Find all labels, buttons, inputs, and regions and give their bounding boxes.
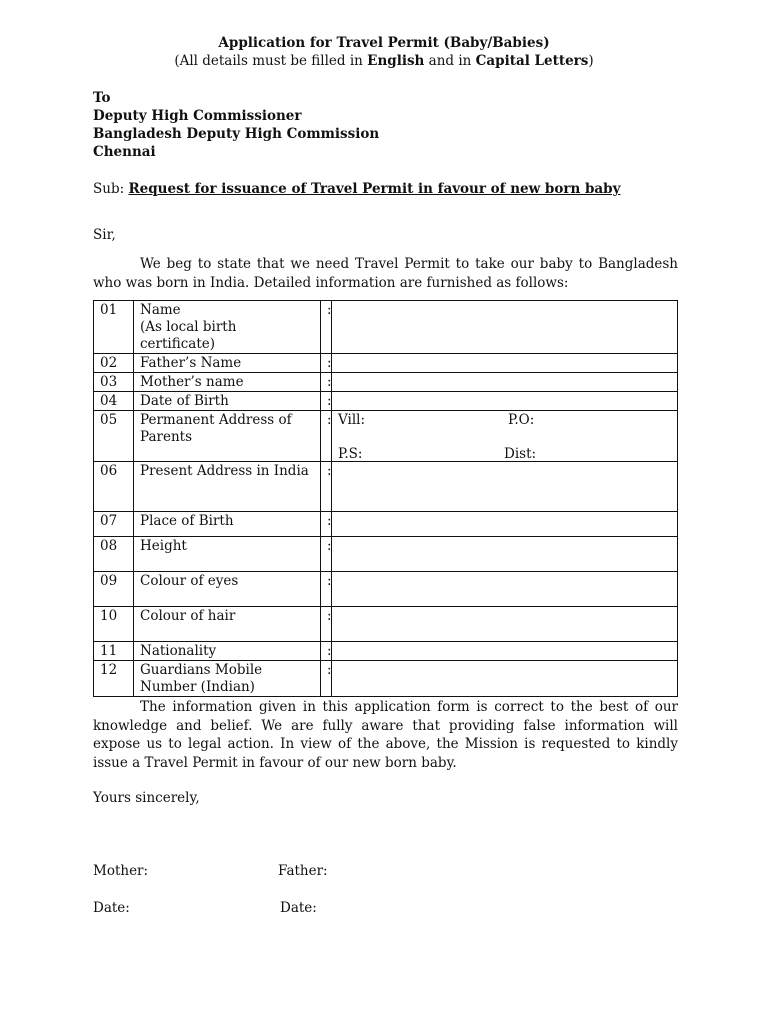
subject-prefix: Sub: bbox=[93, 181, 129, 197]
row-number: 06 bbox=[94, 462, 134, 512]
row-colon: : bbox=[321, 537, 332, 572]
colour-of-eyes-value-field[interactable] bbox=[332, 572, 678, 607]
present-address-value-field[interactable] bbox=[332, 462, 678, 512]
row-label bbox=[134, 301, 321, 354]
note-prefix: (All details must be filled in bbox=[174, 53, 368, 69]
mother-signature-label: Mother: bbox=[93, 863, 149, 879]
place-of-birth-value-field[interactable] bbox=[332, 512, 678, 537]
row-colon: : bbox=[321, 373, 332, 392]
row-number: 08 bbox=[94, 537, 134, 572]
row-number: 01 bbox=[94, 301, 134, 354]
father-signature-label: Father: bbox=[278, 863, 328, 879]
intro-paragraph: We beg to state that we need Travel Permit to take our baby to Bangladesh who was born in India. Detailed information are furnished as follows: bbox=[93, 256, 678, 291]
height-value-field[interactable] bbox=[332, 537, 678, 572]
row-colon: : bbox=[321, 411, 332, 462]
table-row bbox=[94, 354, 678, 373]
vill-label: Vill: bbox=[338, 412, 366, 428]
row-colon: : bbox=[321, 392, 332, 411]
row-label: Height bbox=[134, 537, 321, 572]
row-label: Nationality bbox=[134, 642, 321, 661]
recipient-line-1: Deputy High Commissioner bbox=[93, 108, 302, 124]
recipient-to: To bbox=[93, 90, 111, 106]
date-of-birth-value-field[interactable] bbox=[332, 392, 678, 411]
closing: Yours sincerely, bbox=[93, 790, 200, 806]
row-colon: : bbox=[321, 642, 332, 661]
row-number: 04 bbox=[94, 392, 134, 411]
row-colon: : bbox=[321, 572, 332, 607]
nationality-value-field[interactable] bbox=[332, 642, 678, 661]
subject-line bbox=[93, 180, 620, 198]
row-number: 10 bbox=[94, 607, 134, 642]
row-colon: : bbox=[321, 301, 332, 354]
row-number: 03 bbox=[94, 373, 134, 392]
row-label: Mother’s name bbox=[134, 373, 321, 392]
ps-label: P.S: bbox=[338, 446, 363, 462]
note-and: and in bbox=[424, 53, 476, 69]
address-grid bbox=[338, 412, 671, 460]
table-row bbox=[94, 537, 678, 572]
row-label: Present Address in India bbox=[134, 462, 321, 512]
document-note bbox=[0, 52, 768, 70]
row-number: 05 bbox=[94, 411, 134, 462]
row-label: Colour of hair bbox=[134, 607, 321, 642]
row-label: Guardians Mobile Number (Indian) bbox=[134, 661, 321, 697]
table-row bbox=[94, 512, 678, 537]
row-colon: : bbox=[321, 354, 332, 373]
name-value-field[interactable] bbox=[332, 301, 678, 354]
row-colon: : bbox=[321, 512, 332, 537]
row-colon: : bbox=[321, 462, 332, 512]
table-row bbox=[94, 373, 678, 392]
row-number: 02 bbox=[94, 354, 134, 373]
po-label: P.O: bbox=[508, 412, 535, 428]
father-date-label: Date: bbox=[280, 900, 317, 916]
dist-label: Dist: bbox=[504, 446, 537, 462]
row-number: 11 bbox=[94, 642, 134, 661]
row-number: 07 bbox=[94, 512, 134, 537]
permanent-address-value-field[interactable] bbox=[332, 411, 678, 462]
row-number: 12 bbox=[94, 661, 134, 697]
mother-name-value-field[interactable] bbox=[332, 373, 678, 392]
document-title: Application for Travel Permit (Baby/Babies) bbox=[218, 35, 550, 51]
mother-date-label: Date: bbox=[93, 900, 130, 916]
note-capital-letters: Capital Letters bbox=[475, 53, 589, 69]
recipient-line-2: Bangladesh Deputy High Commission bbox=[93, 126, 380, 142]
row-number: 09 bbox=[94, 572, 134, 607]
guardian-mobile-value-field[interactable] bbox=[332, 661, 678, 697]
table-row bbox=[94, 607, 678, 642]
field-sublabel: (As local birth certificate) bbox=[140, 319, 237, 352]
table-row bbox=[94, 462, 678, 512]
table-row bbox=[94, 301, 678, 354]
salutation: Sir, bbox=[93, 227, 116, 243]
recipient-line-3: Chennai bbox=[93, 144, 156, 160]
row-label: Colour of eyes bbox=[134, 572, 321, 607]
row-label: Permanent Address of Parents bbox=[134, 411, 321, 462]
row-label: Date of Birth bbox=[134, 392, 321, 411]
colour-of-hair-value-field[interactable] bbox=[332, 607, 678, 642]
details-table bbox=[93, 300, 678, 697]
note-suffix: ) bbox=[588, 53, 594, 69]
row-label: Place of Birth bbox=[134, 512, 321, 537]
field-label: Name bbox=[140, 302, 181, 318]
table-row bbox=[94, 642, 678, 661]
declaration-paragraph: The information given in this application form is correct to the best of our knowledge and belief. We are fully aware that providing false information will expose us to legal action. In view of the above, the Mission is requested to kindly issue a Travel Permit in favour of our new born baby. bbox=[93, 699, 678, 771]
row-colon: : bbox=[321, 661, 332, 697]
note-english: English bbox=[367, 53, 425, 69]
table-row bbox=[94, 661, 678, 697]
row-label: Father’s Name bbox=[134, 354, 321, 373]
father-name-value-field[interactable] bbox=[332, 354, 678, 373]
row-colon: : bbox=[321, 607, 332, 642]
subject-text: Request for issuance of Travel Permit in favour of new born baby bbox=[128, 181, 621, 197]
table-row bbox=[94, 392, 678, 411]
table-row bbox=[94, 411, 678, 462]
table-row bbox=[94, 572, 678, 607]
